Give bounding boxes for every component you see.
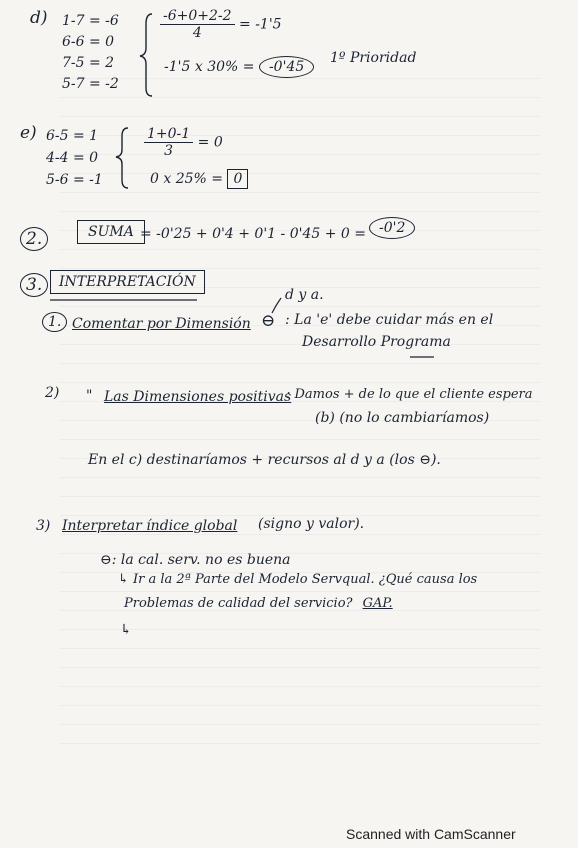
section-3-title [50, 274, 205, 290]
item-e-row: 5-6 = -1 [46, 172, 103, 188]
interp-item-1-text-cont: Desarrollo Programa [302, 334, 451, 350]
item-e-calc [150, 171, 248, 187]
item-d-fraction [160, 8, 282, 41]
item-d-numerator: -6+0+2-2 [160, 8, 235, 25]
item-e-denominator: 3 [164, 143, 174, 159]
interp-item-3-number: 3) [36, 518, 51, 534]
interp-item-2-text: : Damos + de lo que el cliente espera [286, 387, 533, 402]
interp-item-3-question: Problemas de calidad del servicio? [124, 596, 353, 611]
item-d-fraction-result: = -1'5 [239, 16, 282, 33]
negative-sign-icon: ⊖ [261, 311, 276, 331]
section-3-number [20, 277, 48, 293]
item-d-row: 7-5 = 2 [62, 55, 115, 71]
gap-label: GAP. [362, 596, 393, 611]
interp-item-3-text: (signo y valor). [258, 516, 365, 532]
interp-item-3-line2 [124, 596, 393, 612]
item-d-calc-expression: -1'5 x 30% = [164, 59, 255, 75]
item-d-calc [164, 59, 314, 75]
interp-item-2-number: 2) [45, 385, 60, 401]
scanner-watermark: Scanned with CamScanner [346, 826, 516, 842]
section-2-number [20, 231, 48, 247]
item-d-denominator: 4 [192, 25, 202, 41]
section-3-number-circle: 3. [20, 273, 48, 297]
item-e-fraction [144, 126, 223, 159]
item-e-row: 6-5 = 1 [46, 128, 99, 144]
sum-result-oval: -0'2 [369, 217, 415, 239]
item-e-row: 4-4 = 0 [46, 150, 99, 166]
item-d-label: d) [30, 8, 48, 28]
item-e-fraction-result: = 0 [197, 134, 223, 151]
sum-expression: = -0'25 + 0'4 + 0'1 - 0'45 + 0 = [140, 226, 366, 242]
interp-item-3-label: Interpretar índice global [62, 518, 238, 534]
ditto-mark: " [86, 388, 93, 404]
interp-item-1-number [42, 314, 67, 330]
item-d-row: 5-7 = -2 [62, 76, 119, 92]
interp-item-1-label: Comentar por Dimensión [72, 316, 251, 332]
item-d-row: 6-6 = 0 [62, 34, 115, 50]
item-d-calc-result: -0'45 [259, 56, 314, 78]
item-d-priority-note: 1º Prioridad [330, 50, 417, 66]
sum-box [77, 224, 145, 240]
item-d-row: 1-7 = -6 [62, 13, 119, 29]
section-2-number-circle: 2. [20, 227, 48, 251]
sum-result [369, 220, 415, 236]
item-e-label: e) [20, 123, 37, 143]
interp-item-2-label: Las Dimensiones positivas [104, 389, 292, 405]
interp-item-3-arrow-line: ↳ Ir a la 2ª Parte del Modelo Servqual. ¿Qué causa los [118, 572, 478, 587]
interp-item-2-text-line3: En el c) destinaríamos + recursos al d y a (los ⊖). [88, 452, 441, 468]
arrow-mark-icon: ↳ [120, 622, 132, 638]
sign-annotation: d y a. [285, 287, 324, 303]
sum-label: SUMA [77, 220, 145, 244]
item-e-calc-result: 0 [227, 169, 248, 189]
item-e-numerator: 1+0-1 [144, 126, 193, 143]
interp-item-1-text: : La 'e' debe cuidar más en el [285, 312, 494, 328]
interp-item-1-number-circle: 1. [42, 312, 67, 332]
section-3-title-box: INTERPRETACIÓN [50, 270, 205, 294]
interp-item-3-sign-line: ⊖: la cal. serv. no es buena [100, 552, 291, 568]
interp-item-2-text-cont: (b) (no lo cambiaríamos) [315, 410, 490, 426]
item-e-calc-expression: 0 x 25% = [150, 171, 224, 187]
